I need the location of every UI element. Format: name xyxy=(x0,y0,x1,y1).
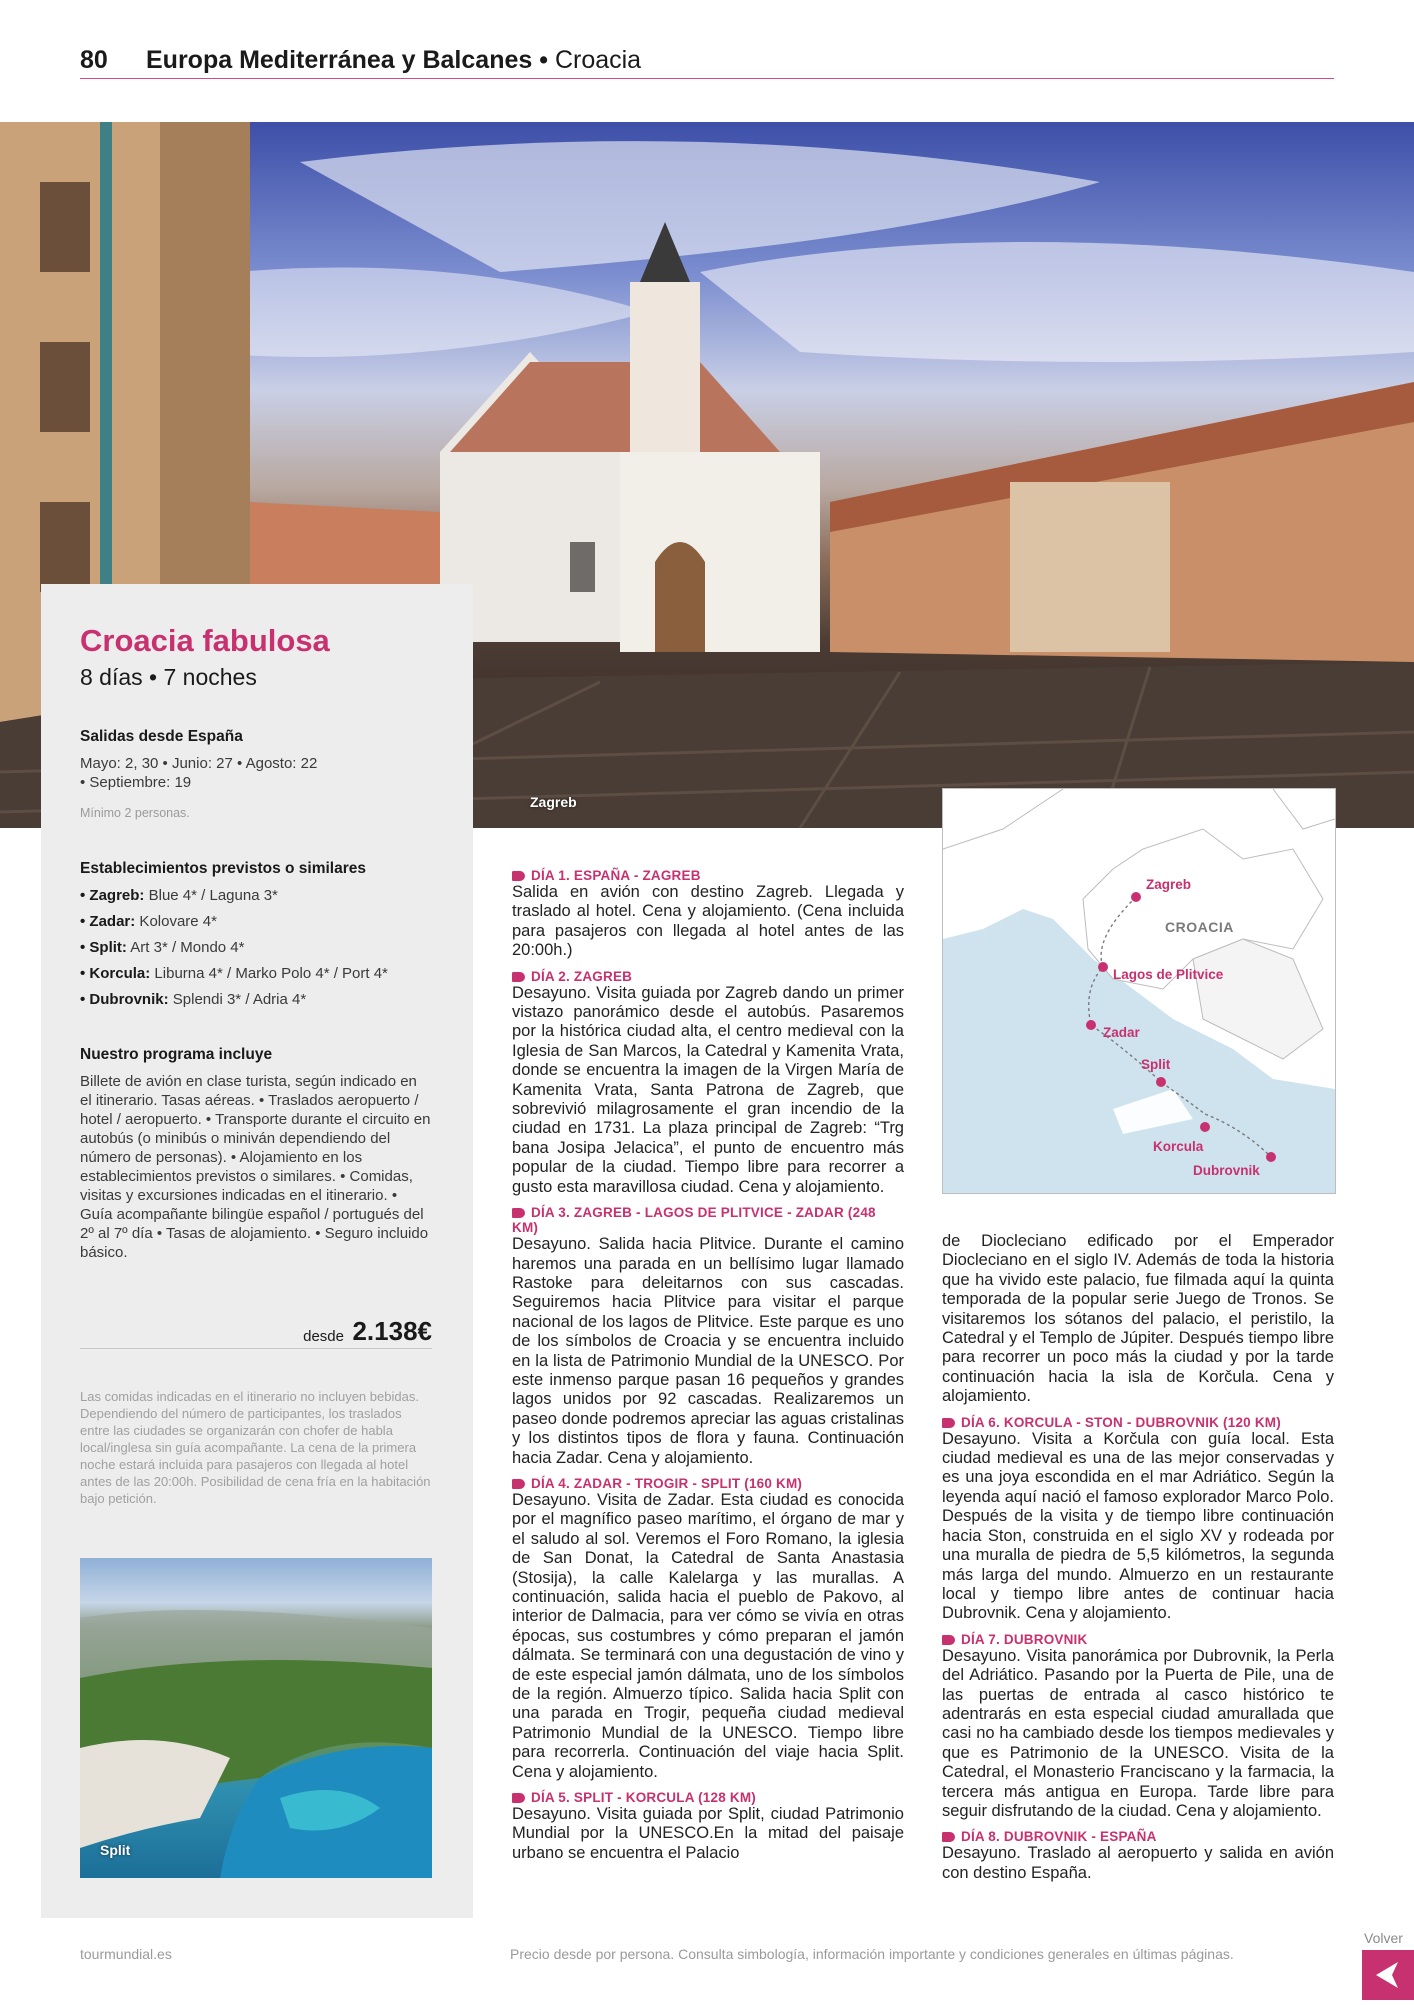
footer-site-link[interactable]: tourmundial.es xyxy=(80,1946,172,1962)
header-divider xyxy=(80,78,1334,79)
tour-title: Croacia fabulosa xyxy=(80,623,330,658)
day-3-text: Desayuno. Salida hacia Plitvice. Durante el camino haremos una parada en un bellísimo lugar llamado Rastoke para deleitarnos con sus cascadas. Seguiremos hacia Plitvice para visitar el parque nacional de los lagos de Plitvice. Este parque es uno de los símbolos de Croacia y se encuentra incluido en la lista de Patrimonio Mundial de la UNESCO. Por este inmenso parque pasan 16 pequeños y grandes lagos unidos por 92 cascadas. Realizaremos un paseo donde podremos apreciar las aguas cristalinas y los distintos tipos de flora y fauna. Continuación hacia Zadar. Cena y alojamiento. xyxy=(512,1235,904,1467)
map-country-label: CROACIA xyxy=(1165,919,1234,935)
hotel-line xyxy=(80,912,217,931)
departures-line-1: Mayo: 2, 30 • Junio: 27 • Agosto: 22 xyxy=(80,755,318,772)
departures-line-2: • Septiembre: 19 xyxy=(80,774,192,791)
hotel-names: Splendi 3* / Adria 4* xyxy=(168,991,307,1008)
split-illustration xyxy=(80,1558,432,1878)
hotel-city: • Zagreb: xyxy=(80,887,145,904)
map-city-korcula: Korcula xyxy=(1153,1139,1204,1154)
day-4-heading: DÍA 4. ZADAR - TROGIR - SPLIT (160 KM) xyxy=(512,1476,904,1491)
map-city-zagreb: Zagreb xyxy=(1146,877,1192,892)
map-city-split: Split xyxy=(1141,1057,1171,1072)
page-number: 80 xyxy=(80,46,108,74)
includes-text: Billete de avión en clase turista, según indicado en el itinerario. Tasas aéreas. • Traslados aeropuerto / hotel / aeropuerto. • Transporte durante el circuito en autobús (o minibús o miniván dependiendo del número de personas). • Alojamiento en los establecimientos previstos o similares. • Comidas, visitas y excursiones indicadas en el itinerario. • Guía acompañante bilingüe español / portugués del 2º al 7º día • Tasas de alojamiento. • Seguro incluido básico. xyxy=(80,1073,431,1261)
price-value: 2.138€ xyxy=(352,1316,432,1346)
hero-caption: Zagreb xyxy=(530,794,577,810)
section-name: Europa Mediterránea y Balcanes xyxy=(146,46,533,74)
includes-heading: Nuestro programa incluye xyxy=(80,1046,273,1063)
hotel-line xyxy=(80,886,278,905)
croatia-map xyxy=(943,789,1335,1193)
day-2-heading: DÍA 2. ZAGREB xyxy=(512,969,904,984)
hotel-city: • Split: xyxy=(80,939,127,956)
day-1-text: Salida en avión con destino Zagreb. Llegada y traslado al hotel. Cena y alojamiento. (Cena incluida para pasajeros con llegada al hotel antes de las 20:00h.) xyxy=(512,883,904,960)
hotel-names: Kolovare 4* xyxy=(135,913,217,930)
back-button[interactable] xyxy=(1362,1950,1414,2000)
hotel-city: • Korcula: xyxy=(80,965,151,982)
tour-duration: 8 días • 7 noches xyxy=(80,664,257,690)
back-arrow-icon xyxy=(1362,1950,1414,2000)
day-6-text: Desayuno. Visita a Korčula con guía local. Esta ciudad medieval es una de las mejor conservadas y es una joya escondida en el mar Adriático. Según la leyenda aquí nació el famoso explorador Marco Polo. Después de la visita y de tiempo libre continuación hacia Ston, construida en el siglo XV y rodeada por una muralla de piedra de 5,5 kilómetros, la segunda más larga del mundo. Almuerzo en un restaurante local y tiempo libre antes de continuar hacia Dubrovnik. Cena y alojamiento. xyxy=(942,1429,1334,1623)
itinerary-column-2 xyxy=(942,1232,1334,1883)
minimum-people: Mínimo 2 personas. xyxy=(80,806,190,820)
hotel-names: Blue 4* / Laguna 3* xyxy=(144,887,278,904)
day-2-text: Desayuno. Visita guiada por Zagreb dando un primer vistazo panorámico desde el autobús. Pasaremos por la histórica ciudad alta, el centro medieval con la Iglesia de San Marcos, la Catedral y Kamenita Vrata, donde se encuentra la imagen de la Virgen María de Kamenita Vrata, Santa Patrona de Zagreb, que sobrevivió milagrosamente el gran incendio de la ciudad en 1731. La plaza principal de Zagreb: “Trg bana Josipa Jelacica”, el punto de encuentro más popular de la ciudad. Tiempo libre para recorrer a gusto esta maravillosa ciudad. Cena y alojamiento. xyxy=(512,983,904,1196)
day-7-heading: DÍA 7. DUBROVNIK xyxy=(942,1632,1334,1647)
hotel-names: Art 3* / Mondo 4* xyxy=(126,939,245,956)
hotel-names: Liburna 4* / Marko Polo 4* / Port 4* xyxy=(150,965,388,982)
day-5-continuation: de Diocleciano edificado por el Emperador Diocleciano en el siglo IV. Además de toda la historia que ha vivido este palacio, fue filmada aquí la quinta temporada de la popular serie Juego de Tronos. Se visitaremos los sótanos del palacio, el peristilo, la Catedral y el Templo de Júpiter. Después tiempo libre para recorrer un poco más la ciudad y por la tarde continuación hacia la isla de Korčula. Cena y alojamiento. xyxy=(942,1232,1334,1406)
day-3-heading: DÍA 3. ZAGREB - LAGOS DE PLITVICE - ZADAR (248 KM) xyxy=(512,1205,904,1235)
day-8-text: Desayuno. Traslado al aeropuerto y salida en avión con destino España. xyxy=(942,1844,1334,1882)
day-4-text: Desayuno. Visita de Zadar. Esta ciudad es conocida por el magnífico paseo marítimo, el órgano de mar y el saludo al sol. Veremos el Foro Romano, la iglesia de San Donat, la Catedral de Santa Anastasia (Stosija), la calle Kalelarga y las murallas. A continuación, salida hacia el pueblo de Pakovo, al interior de Dalmacia, para ver cómo se vivía en otras épocas, sus costumbres y cómo preparan el jamón dálmata. Se terminará con una degustación de vino y de este especial jamón dálmata, uno de los símbolos de la región. Almuerzo típico. Salida hacia Split con una parada en Trogir, pequeña ciudad medieval Patrimonio Mundial de la UNESCO. Tiempo libre para recorrerla. Continuación del viaje hacia Split. Cena y alojamiento. xyxy=(512,1490,904,1781)
itinerary-column-1 xyxy=(512,868,904,1863)
back-label[interactable]: Volver xyxy=(1364,1930,1403,1946)
day-8-heading: DÍA 8. DUBROVNIK - ESPAÑA xyxy=(942,1829,1334,1844)
split-photo xyxy=(80,1558,432,1878)
day-6-heading: DÍA 6. KORCULA - STON - DUBROVNIK (120 KM) xyxy=(942,1415,1334,1430)
section-title xyxy=(146,46,641,75)
price-row xyxy=(80,1310,432,1349)
map-city-plitvice: Lagos de Plitvice xyxy=(1113,967,1224,982)
day-7-text: Desayuno. Visita panorámica por Dubrovnik, la Perla del Adriático. Pasando por la Puerta de Pile, una de las puertas de entrada al casco histórico te adentrarás en esta especial ciudad amurallada que casi no ha cambiado desde los tiempos medievales y que es Patrimonio de la UNESCO. Visita de la Catedral, el Monasterio Franciscano y la farmacia, la tercera más antigua en Europa. Tarde libre para seguir disfrutando de la ciudad. Cena y alojamiento. xyxy=(942,1646,1334,1820)
price-label: desde xyxy=(303,1328,344,1345)
departures-heading: Salidas desde España xyxy=(80,728,243,745)
hotel-line xyxy=(80,938,245,957)
day-5-text: Desayuno. Visita guiada por Split, ciudad Patrimonio Mundial por la UNESCO.En la mitad del paisaje urbano se encuentra el Palacio xyxy=(512,1805,904,1862)
hotel-city: • Dubrovnik: xyxy=(80,991,169,1008)
footer-disclaimer: Precio desde por persona. Consulta simbología, información importante y condiciones generales en últimas páginas. xyxy=(510,1946,1234,1962)
day-5-heading: DÍA 5. SPLIT - KORCULA (128 KM) xyxy=(512,1790,904,1805)
subsection-name: Croacia xyxy=(554,46,642,74)
hotel-line xyxy=(80,964,388,983)
hotels-heading: Establecimientos previstos o similares xyxy=(80,860,367,877)
hotel-line xyxy=(80,990,306,1009)
day-1-heading: DÍA 1. ESPAÑA - ZAGREB xyxy=(512,868,904,883)
split-caption: Split xyxy=(100,1842,131,1858)
route-map xyxy=(942,788,1336,1194)
conditions-note: Las comidas indicadas en el itinerario no incluyen bebidas. Dependiendo del número de participantes, los traslados entre las ciudades se organizarán con chofer de habla local/inglesa sin guía acompañante. La cena de la primera noche estará incluida para pasajeros con llegada al hotel antes de las 20:00h. Posibilidad de cena fría en la habitación bajo petición. xyxy=(80,1389,431,1506)
map-city-zadar: Zadar xyxy=(1103,1025,1140,1040)
section-separator: • xyxy=(532,46,555,74)
hotel-city: • Zadar: xyxy=(80,913,136,930)
map-city-dubrovnik: Dubrovnik xyxy=(1193,1163,1260,1178)
